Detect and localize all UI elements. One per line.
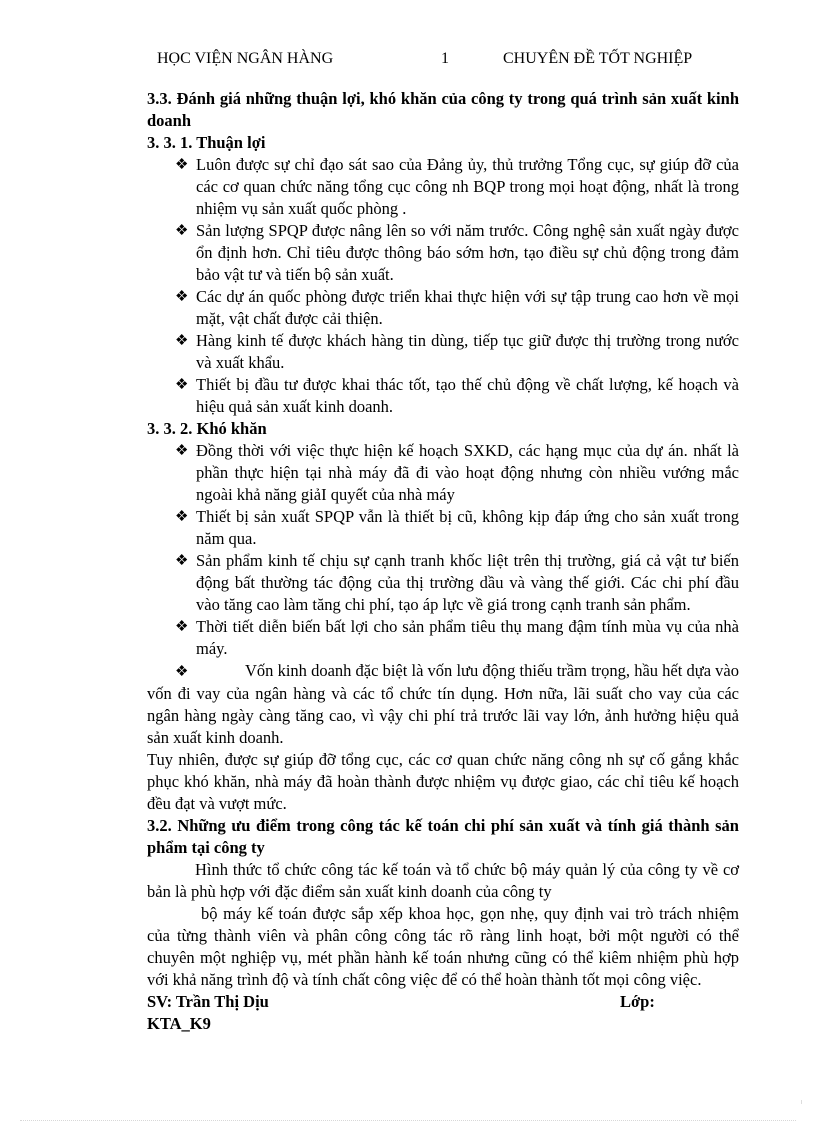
class-value: KTA_K9 (147, 1014, 211, 1033)
list-item-text: Đồng thời với việc thực hiện kế hoạch SXKD, các hạng mục của dự án. nhất là phần thực hiện tại nhà máy đã đi vào hoạt động nhưng còn nhiều vướng mắc ngoài khả năng giảI quyết của nhà máy (196, 441, 739, 504)
list-item (147, 374, 739, 418)
list-item-text: Thiết bị sản xuất SPQP vẫn là thiết bị cũ, không kịp đáp ứng cho sản xuất trong năm qua. (196, 507, 739, 548)
list-item (147, 220, 739, 286)
document-body (147, 88, 739, 1035)
list-item-text: Sản phẩm kinh tế chịu sự cạnh tranh khốc liệt trên thị trường, giá cả vật tư biến động bất thường tác động của thị trường dầu và vàng thế giới. Các chi phí đầu vào tăng cao làm tăng chi phí, tạo áp lực về giá trong cạnh tranh sản phẩm. (196, 551, 739, 614)
page-corner-mark (801, 1100, 806, 1104)
diamond-bullet-icon: ❖ (175, 223, 189, 239)
list-item-text: Thời tiết diễn biến bất lợi cho sản phẩm tiêu thụ mang đậm tính mùa vụ của nhà máy. (196, 617, 739, 658)
list-item (147, 286, 739, 330)
summary-paragraph: Tuy nhiên, được sự giúp đỡ tổng cục, các cơ quan chức năng công nh sự cố gắng khắc phục khó khăn, nhà máy đã hoàn thành được nhiệm vụ được giao, các chỉ tiêu kế hoạch đều đạt và vượt mức. (147, 750, 739, 813)
list-item-text: Luôn được sự chỉ đạo sát sao của Đảng ủy, thủ trưởng Tổng cục, sự giúp đỡ của các cơ quan chức năng tổng cục công nh BQP trong mọi hoạt động, nhất là trong nhiệm vụ sản xuất quốc phòng . (196, 155, 739, 218)
header-document-type: CHUYÊN ĐỀ TỐT NGHIỆP (503, 50, 693, 67)
header-page-number: 1 (441, 50, 449, 67)
list-item-text: Thiết bị đầu tư được khai thác tốt, tạo thế chủ động về chất lượng, kế hoạch và hiệu quả sản xuất kinh doanh. (196, 375, 739, 416)
diamond-bullet-icon: ❖ (175, 443, 189, 459)
list-item-text: Vốn kinh doanh đặc biệt là vốn lưu động thiếu trầm trọng, hầu hết dựa vào vốn đi vay của ngân hàng và các tổ chức tín dụng. Hơn nữa, lãi suất cho vay của các ngân hàng ngày càng tăng cao, vì vậy chi phí trả trước lãi vay lớn, ảnh hưởng hiệu quả sản xuất kinh doanh. (147, 661, 739, 747)
list-item-text: Sản lượng SPQP được nâng lên so với năm trước. Công nghệ sản xuất ngày được ổn định hơn. Chỉ tiêu được thông báo sớm hơn, tạo điều sự chủ động trong đảm bảo vật tư và tiến bộ sản xuất. (196, 221, 739, 284)
page-header (0, 50, 816, 72)
list-item (147, 506, 739, 550)
diamond-bullet-icon: ❖ (175, 553, 189, 569)
section-3-2-title: 3.2. Những ưu điểm trong công tác kế toán chi phí sản xuất và tính giá thành sản phẩm tại công ty (147, 816, 739, 857)
body-paragraph: bộ máy kế toán được sắp xếp khoa học, gọn nhẹ, quy định vai trò trách nhiệm của từng thành viên và phân công công tác rõ ràng linh hoạt, bởi một người có thể chuyên một nghiệp vụ, mét phần hành kế toán nhưng cũng có thể kiêm nhiệm phù hợp với khả năng trình độ và tính chất công việc để có thể hoàn thành tốt mọi công việc. (147, 904, 739, 989)
class-label: Lớp: (620, 992, 655, 1011)
student-name: SV: Trần Thị Dịu (147, 992, 269, 1011)
diamond-bullet-icon: ❖ (175, 289, 189, 305)
difficulties-list (147, 440, 739, 749)
list-item-text: Các dự án quốc phòng được triển khai thực hiện với sự tập trung cao hơn về mọi mặt, vật chất được cải thiện. (196, 287, 739, 328)
diamond-bullet-icon: ❖ (175, 333, 189, 349)
advantages-list (147, 154, 739, 418)
diamond-bullet-icon: ❖ (175, 377, 189, 393)
diamond-bullet-icon: ❖ (175, 664, 189, 680)
page-bottom-divider (20, 1120, 796, 1121)
section-3-3-title: 3.3. Đánh giá những thuận lợi, khó khăn của công ty trong quá trình sản xuất kinh doanh (147, 89, 739, 130)
body-paragraph: Hình thức tổ chức công tác kế toán và tổ chức bộ máy quản lý của công ty về cơ bản là phù hợp với đặc điểm sản xuất kinh doanh của công ty (147, 860, 739, 901)
list-item (147, 550, 739, 616)
page-footer (147, 991, 739, 1013)
diamond-bullet-icon: ❖ (175, 509, 189, 525)
list-item (147, 440, 739, 506)
subsection-difficulties-title: 3. 3. 2. Khó khăn (147, 419, 267, 438)
list-item (147, 660, 739, 749)
list-item-text: Hàng kinh tế được khách hàng tin dùng, tiếp tục giữ được thị trường trong nước và xuất khẩu. (196, 331, 739, 372)
diamond-bullet-icon: ❖ (175, 157, 189, 173)
list-item (147, 616, 739, 660)
list-item (147, 330, 739, 374)
subsection-advantages-title: 3. 3. 1. Thuận lợi (147, 133, 266, 152)
header-institution: HỌC VIỆN NGÂN HÀNG (157, 50, 334, 67)
list-item (147, 154, 739, 220)
diamond-bullet-icon: ❖ (175, 619, 189, 635)
